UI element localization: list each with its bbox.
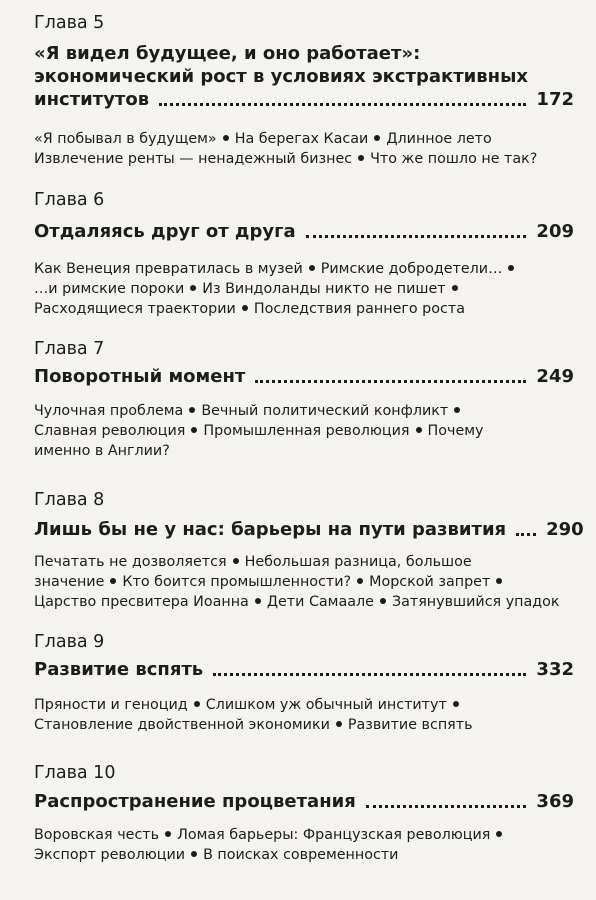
chapter-7 [34, 338, 574, 461]
section-item: Дети Самаале [266, 594, 374, 610]
section-item: значение [34, 574, 105, 590]
section-item: Промышленная революция [203, 423, 410, 439]
bullet-icon [357, 578, 363, 584]
section-item: Длинное лето [386, 131, 492, 147]
section-line [34, 592, 564, 612]
section-item: Из Виндоланды никто не пишет [202, 281, 446, 297]
section-item: Римские добродетели… [320, 261, 503, 277]
chapter-title-line: экономический рост в условиях экстрактивных [34, 66, 528, 87]
bullet-icon [191, 851, 197, 857]
bullet-icon [233, 558, 239, 564]
dot-leader [516, 533, 536, 536]
bullet-icon [452, 285, 458, 291]
page-number: 290 [546, 519, 584, 540]
section-line [34, 149, 564, 169]
section-item: Вечный политический конфликт [201, 403, 449, 419]
bullet-icon [165, 831, 171, 837]
section-item: Воровская честь [34, 827, 160, 843]
section-line [34, 825, 564, 845]
chapter-6 [34, 189, 574, 319]
bullet-icon [110, 578, 116, 584]
section-item: «Я побывал в будущем» [34, 131, 217, 147]
bullet-icon [194, 701, 200, 707]
chapter-title: Поворотный момент [34, 366, 246, 387]
section-list [34, 552, 564, 612]
bullet-icon [189, 407, 195, 413]
chapter-label: Глава 10 [34, 763, 116, 783]
chapter-label: Глава 8 [34, 490, 105, 510]
section-line [34, 279, 564, 299]
bullet-icon [380, 598, 386, 604]
chapter-10 [34, 762, 574, 865]
section-list [34, 259, 564, 319]
chapter-title-row[interactable] [34, 220, 574, 243]
section-line [34, 421, 564, 441]
section-line [34, 715, 564, 735]
chapter-9 [34, 631, 574, 735]
section-item: Как Венеция превратилась в музей [34, 261, 303, 277]
chapter-title: Лишь бы не у нас: барьеры на пути развития [34, 519, 507, 540]
chapter-label: Глава 9 [34, 632, 105, 652]
section-item: Последствия раннего роста [253, 301, 465, 317]
section-item: Извлечение ренты — ненадежный бизнес [34, 151, 353, 167]
bullet-icon [358, 155, 364, 161]
chapter-5 [34, 12, 574, 169]
page-number: 332 [536, 659, 574, 680]
section-item: Расходящиеся траектории [34, 301, 236, 317]
section-item: Пряности и геноцид [34, 697, 188, 713]
page-number: 369 [536, 791, 574, 812]
section-item: Печатать не дозволяется [34, 554, 227, 570]
section-item: Затянувшийся упадок [391, 594, 560, 610]
bullet-icon [255, 598, 261, 604]
section-item: Экспорт революции [34, 847, 186, 863]
bullet-icon [374, 135, 380, 141]
section-item: Кто боится промышленности? [122, 574, 352, 590]
section-line [34, 129, 564, 149]
section-line [34, 552, 564, 572]
chapter-title: Развитие вспять [34, 659, 204, 680]
section-item: Морской запрет [369, 574, 491, 590]
chapter-title-row[interactable] [34, 365, 574, 388]
bullet-icon [309, 265, 315, 271]
chapter-title: Распространение процветания [34, 791, 356, 812]
chapter-title-row[interactable] [34, 790, 574, 813]
bullet-icon [454, 407, 460, 413]
chapter-title: институтов [34, 89, 150, 110]
section-item: Слишком уж обычный институт [205, 697, 447, 713]
section-item: Чулочная проблема [34, 403, 184, 419]
section-line [34, 695, 564, 715]
section-item: Что же пошло не так? [370, 151, 538, 167]
page-number: 209 [536, 221, 574, 242]
bullet-icon [496, 831, 502, 837]
section-item: Царство пресвитера Иоанна [34, 594, 249, 610]
bullet-icon [190, 285, 196, 291]
bullet-icon [191, 427, 197, 433]
dot-leader [213, 673, 526, 676]
section-item: именно в Англии? [34, 443, 170, 459]
dot-leader [366, 805, 527, 808]
section-line [34, 401, 564, 421]
dot-leader [255, 380, 526, 383]
bullet-icon [223, 135, 229, 141]
section-line [34, 299, 564, 319]
bullet-icon [508, 265, 514, 271]
section-item: В поисках современности [203, 847, 399, 863]
dot-leader [159, 103, 526, 106]
section-list [34, 401, 564, 461]
chapter-8 [34, 489, 584, 612]
section-line [34, 441, 564, 461]
bullet-icon [496, 578, 502, 584]
chapter-title: Отдаляясь друг от друга [34, 221, 296, 242]
section-item: Развитие вспять [347, 717, 473, 733]
section-item: …и римские пороки [34, 281, 185, 297]
chapter-label: Глава 5 [34, 13, 105, 33]
page-number: 249 [536, 366, 574, 387]
section-item: Почему [427, 423, 484, 439]
section-line [34, 572, 564, 592]
section-list [34, 695, 564, 735]
page-number: 172 [536, 89, 574, 110]
bullet-icon [416, 427, 422, 433]
section-line [34, 259, 564, 279]
chapter-title-row[interactable] [34, 658, 574, 681]
section-item: Ломая барьеры: Французская революция [177, 827, 491, 843]
chapter-title-line: «Я видел будущее, и оно работает»: [34, 43, 421, 64]
section-item: Становление двойственной экономики [34, 717, 330, 733]
section-item: Славная революция [34, 423, 186, 439]
bullet-icon [453, 701, 459, 707]
bullet-icon [336, 721, 342, 727]
dot-leader [306, 235, 527, 238]
section-list [34, 825, 564, 865]
chapter-label: Глава 6 [34, 190, 105, 210]
chapter-title-row[interactable] [34, 88, 574, 111]
chapter-label: Глава 7 [34, 339, 105, 359]
bullet-icon [242, 305, 248, 311]
section-item: Небольшая разница, большое [244, 554, 472, 570]
chapter-title-row[interactable] [34, 518, 584, 541]
section-list [34, 129, 564, 169]
section-item: На берегах Касаи [234, 131, 369, 147]
section-line [34, 845, 564, 865]
